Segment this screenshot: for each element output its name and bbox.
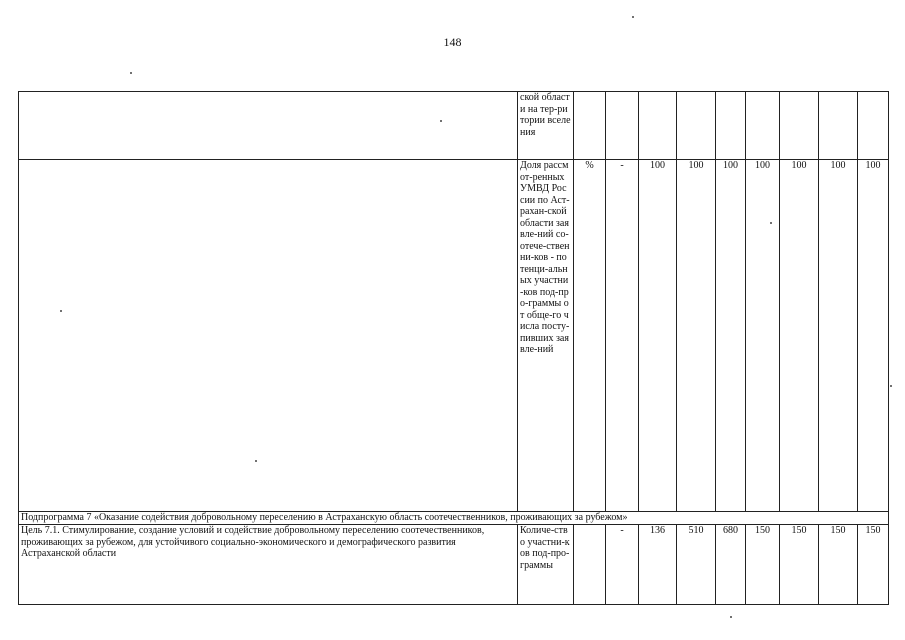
value-cell: 150 [780, 525, 819, 605]
value-cell: 100 [819, 160, 858, 512]
indicators-table [18, 91, 889, 605]
value-cell [746, 92, 780, 160]
base-value-cell [606, 92, 639, 160]
unit-cell: % [574, 160, 606, 512]
value-cell [677, 92, 716, 160]
subprogram-row [19, 512, 889, 525]
value-cell [858, 92, 889, 160]
table-row [19, 525, 889, 605]
value-cell [639, 92, 677, 160]
value-cell: 680 [716, 525, 746, 605]
scan-speck [890, 385, 892, 387]
indicator-cell: Доля рассмот-ренных УМВД России по Аст-рахан-ской области заявле-ний со-отече-ственни-ков - потенци-альных участни-ков под-про-граммы от обще-го числа посту-пивших заявле-ний [518, 160, 574, 512]
base-value-cell: - [606, 525, 639, 605]
scan-speck [60, 310, 62, 312]
scan-speck [730, 616, 732, 618]
value-cell: 100 [780, 160, 819, 512]
goal-cell: Цель 7.1. Стимулирование, создание условий и содействие добровольному переселению соотечественников, проживающих за рубежом, для устойчивого социально-экономического и демографического развития Астраханской области [19, 525, 518, 605]
value-cell: 100 [677, 160, 716, 512]
value-cell: 100 [716, 160, 746, 512]
value-cell [780, 92, 819, 160]
value-cell [819, 92, 858, 160]
goal-cell [19, 160, 518, 512]
value-cell: 136 [639, 525, 677, 605]
unit-cell [574, 92, 606, 160]
scan-speck [440, 120, 442, 122]
table-row [19, 92, 889, 160]
value-cell: 100 [639, 160, 677, 512]
value-cell: 150 [858, 525, 889, 605]
scan-speck [130, 72, 132, 74]
indicator-cell: ской области на тер-ритории вселения [518, 92, 574, 160]
value-cell: 100 [746, 160, 780, 512]
subprogram-title: Подпрограмма 7 «Оказание содействия добровольному переселению в Астраханскую область соотечественников, проживающих за рубежом» [19, 512, 889, 525]
page-number: 148 [443, 35, 462, 49]
value-cell: 150 [819, 525, 858, 605]
unit-cell [574, 525, 606, 605]
value-cell: 150 [746, 525, 780, 605]
scan-speck [255, 460, 257, 462]
indicator-cell: Количе-ство участни-ков под-про-граммы [518, 525, 574, 605]
scan-speck [632, 16, 634, 18]
goal-cell [19, 92, 518, 160]
table-row [19, 160, 889, 512]
value-cell: 510 [677, 525, 716, 605]
value-cell [716, 92, 746, 160]
base-value-cell: - [606, 160, 639, 512]
value-cell: 100 [858, 160, 889, 512]
scan-speck [770, 222, 772, 224]
